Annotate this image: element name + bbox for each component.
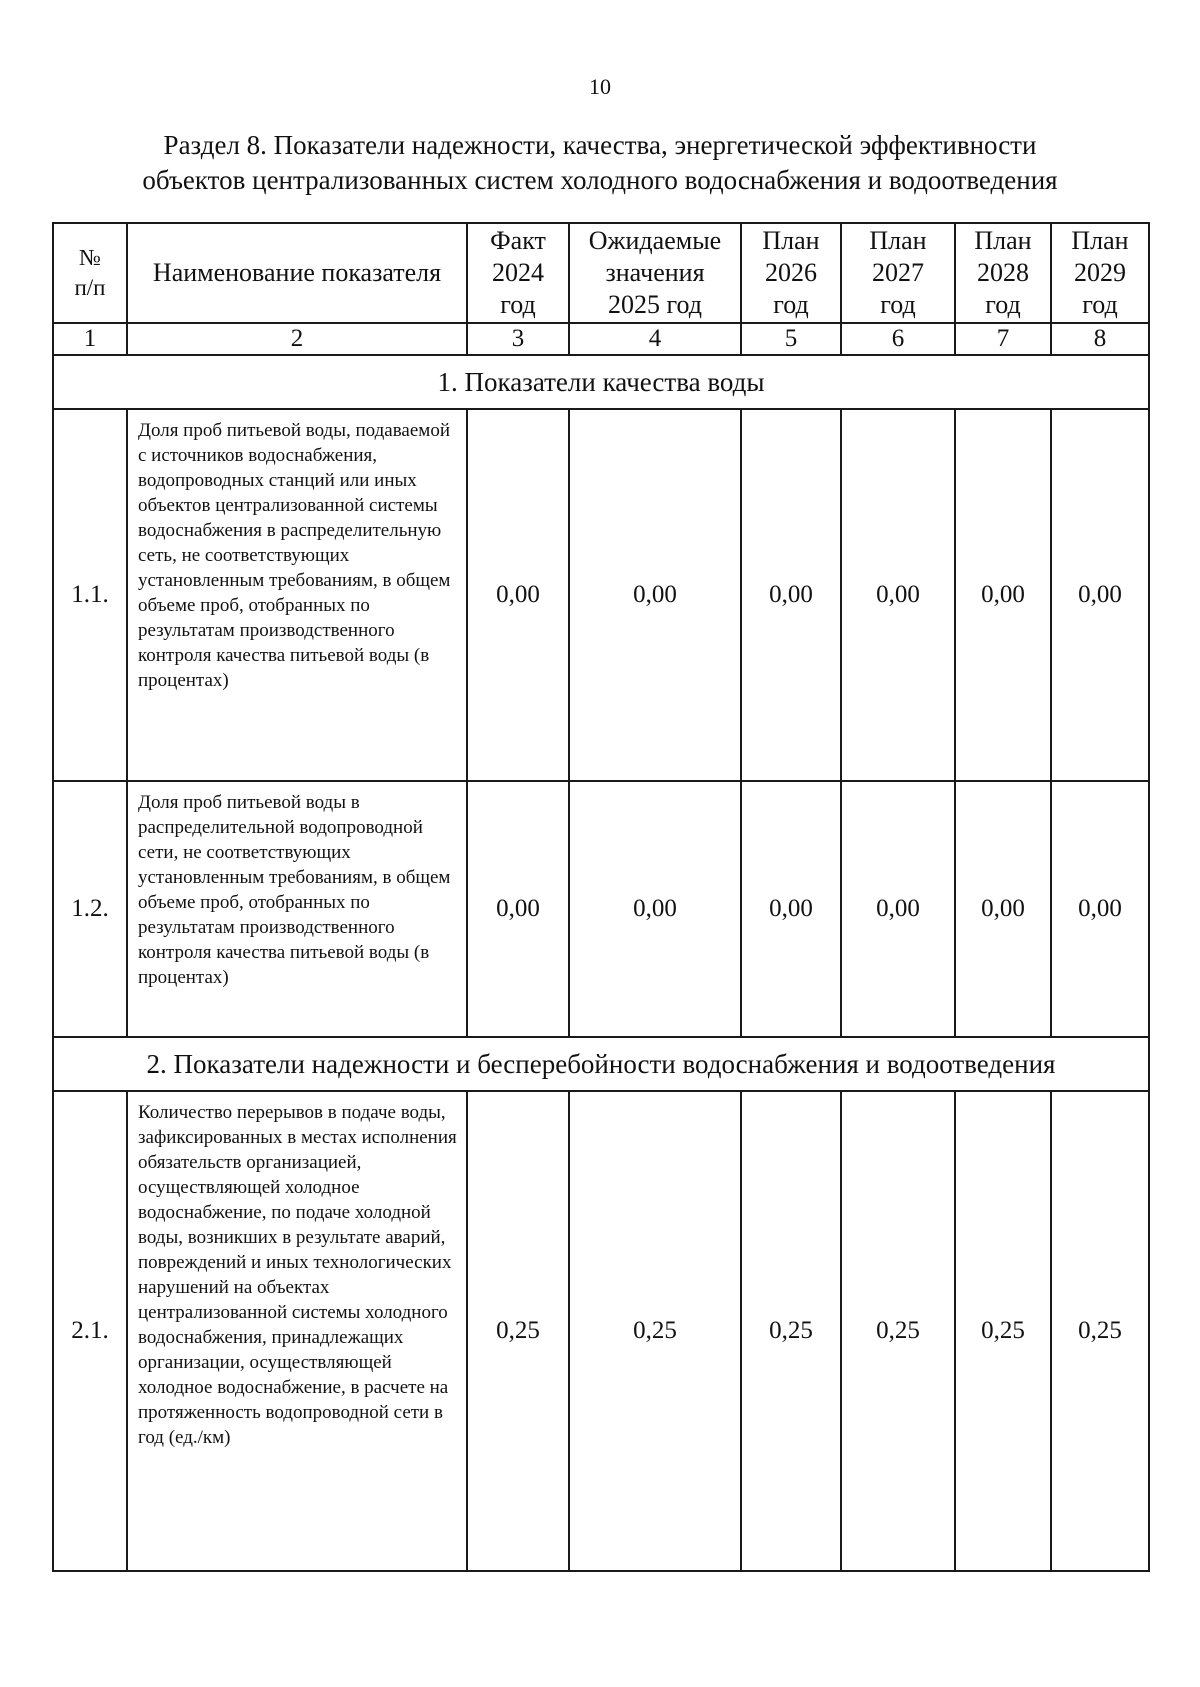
header-plan-2028 [955, 223, 1051, 323]
indicators-table [52, 222, 1150, 1572]
header-num-line-1: № [79, 245, 101, 270]
value-plan-2029: 0,00 [1051, 409, 1149, 781]
value-fact-2024: 0,00 [467, 409, 569, 781]
header-plan-2026-line-1: План [762, 226, 820, 255]
header-expected-line-2: значения [605, 258, 705, 287]
header-plan-2029 [1051, 223, 1149, 323]
section-title-line-1: Раздел 8. Показатели надежности, качества, энергетической эффективности [163, 130, 1037, 160]
value-expected-2025: 0,00 [569, 409, 741, 781]
section-title-1: 1. Показатели качества воды [53, 355, 1149, 409]
header-expected-2025 [569, 223, 741, 323]
value-plan-2029: 0,00 [1051, 781, 1149, 1037]
header-plan-2026-line-3: год [773, 290, 809, 319]
header-fact-line-3: год [500, 290, 536, 319]
header-plan-2026 [741, 223, 841, 323]
header-fact-line-1: Факт [490, 226, 546, 255]
value-plan-2026: 0,00 [741, 781, 841, 1037]
value-plan-2026: 0,25 [741, 1091, 841, 1571]
header-plan-2029-line-2: 2029 [1074, 258, 1126, 287]
value-plan-2029: 0,25 [1051, 1091, 1149, 1571]
header-plan-2028-line-3: год [985, 290, 1021, 319]
section-row [53, 1037, 1149, 1091]
header-plan-2026-line-2: 2026 [765, 258, 817, 287]
header-name: Наименование показателя [127, 223, 467, 323]
header-num [53, 223, 127, 323]
value-fact-2024: 0,25 [467, 1091, 569, 1571]
column-number: 7 [955, 323, 1051, 355]
value-plan-2028: 0,00 [955, 781, 1051, 1037]
header-num-line-2: п/п [74, 275, 106, 300]
table-row [53, 409, 1149, 781]
value-expected-2025: 0,00 [569, 781, 741, 1037]
header-row [53, 223, 1149, 323]
table-row [53, 1091, 1149, 1571]
header-plan-2029-line-1: План [1071, 226, 1129, 255]
row-number: 1.2. [53, 781, 127, 1037]
row-number: 1.1. [53, 409, 127, 781]
section-title-line-2: объектов централизованных систем холодного водоснабжения и водоотведения [142, 165, 1058, 195]
header-fact-line-2: 2024 [492, 258, 544, 287]
section-title [0, 128, 1200, 198]
column-number: 6 [841, 323, 955, 355]
header-plan-2027-line-3: год [880, 290, 916, 319]
value-plan-2028: 0,00 [955, 409, 1051, 781]
column-number: 5 [741, 323, 841, 355]
value-plan-2026: 0,00 [741, 409, 841, 781]
header-plan-2027 [841, 223, 955, 323]
column-number-row [53, 323, 1149, 355]
column-number: 8 [1051, 323, 1149, 355]
column-number: 1 [53, 323, 127, 355]
row-number: 2.1. [53, 1091, 127, 1571]
indicator-name: Доля проб питьевой воды в распределительной водопроводной сети, не соответствующих установленным требованиям, в общем объеме проб, отобранных по результатам производственного контроля качества питьевой воды (в процентах) [127, 781, 467, 1037]
value-fact-2024: 0,00 [467, 781, 569, 1037]
column-number: 4 [569, 323, 741, 355]
header-expected-line-1: Ожидаемые [588, 226, 722, 255]
header-plan-2028-line-1: План [974, 226, 1032, 255]
column-number: 3 [467, 323, 569, 355]
value-plan-2028: 0,25 [955, 1091, 1051, 1571]
indicator-name: Доля проб питьевой воды, подаваемой с источников водоснабжения, водопроводных станций или иных объектов централизованной системы водоснабжения в распределительную сеть, не соответствующих установленным требованиям, в общем объеме проб, отобранных по результатам производственного контроля качества питьевой воды (в процентах) [127, 409, 467, 781]
value-plan-2027: 0,00 [841, 409, 955, 781]
header-fact-2024 [467, 223, 569, 323]
column-number: 2 [127, 323, 467, 355]
value-plan-2027: 0,00 [841, 781, 955, 1037]
header-plan-2027-line-1: План [869, 226, 927, 255]
value-expected-2025: 0,25 [569, 1091, 741, 1571]
header-expected-line-3: 2025 год [608, 290, 702, 319]
page-number: 10 [589, 74, 611, 99]
value-plan-2027: 0,25 [841, 1091, 955, 1571]
header-plan-2028-line-2: 2028 [977, 258, 1029, 287]
indicator-name: Количество перерывов в подаче воды, зафиксированных в местах исполнения обязательств организацией, осуществляющей холодное водоснабжение, по подаче холодной воды, возникших в результате аварий, повреждений и иных технологических нарушений на объектах централизованной системы холодного водоснабжения, принадлежащих организации, осуществляющей холодное водоснабжение, в расчете на протяженность водопроводной сети в год (ед./км) [127, 1091, 467, 1571]
header-plan-2029-line-3: год [1082, 290, 1118, 319]
header-plan-2027-line-2: 2027 [872, 258, 924, 287]
table-row [53, 781, 1149, 1037]
section-row [53, 355, 1149, 409]
section-title-2: 2. Показатели надежности и бесперебойности водоснабжения и водоотведения [53, 1037, 1149, 1091]
